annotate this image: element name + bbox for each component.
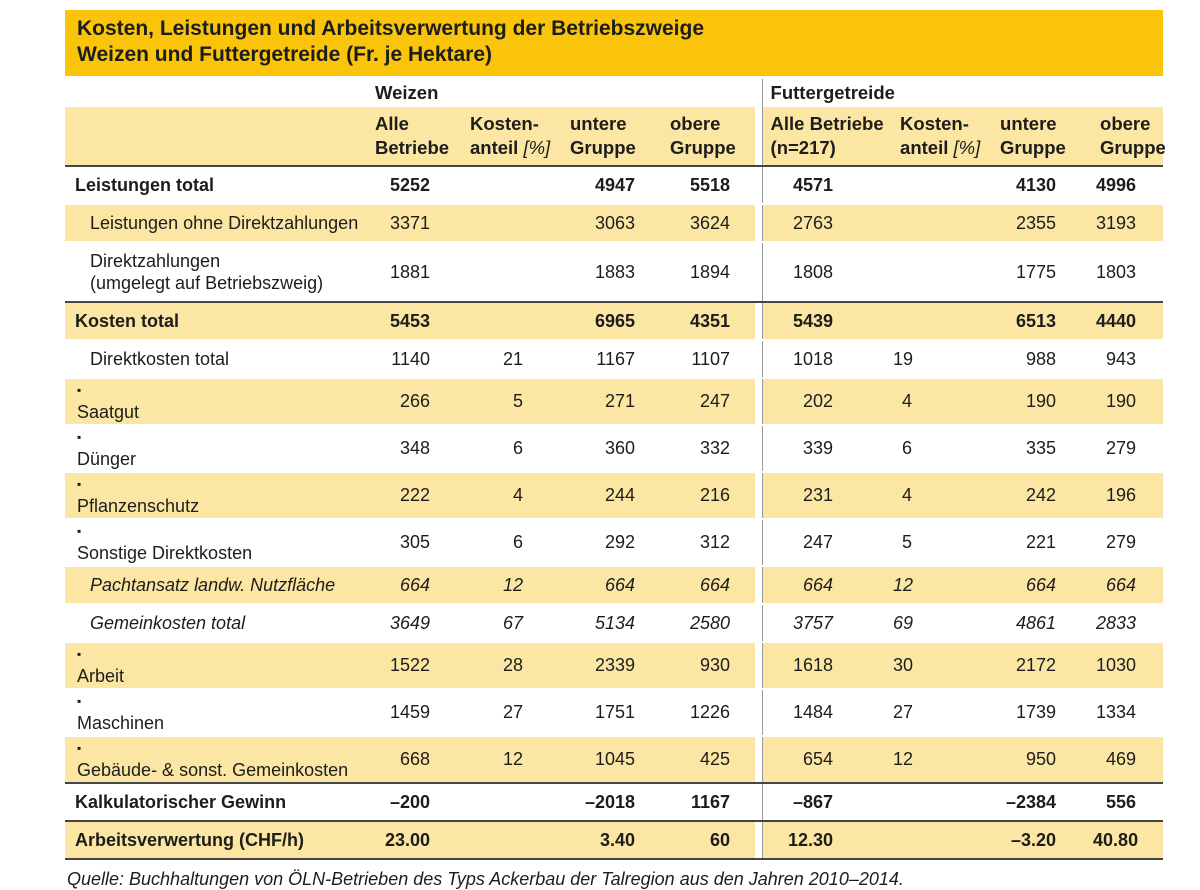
cell-f4: 279	[1092, 425, 1163, 472]
section-gap	[755, 302, 762, 340]
cell-w2: 67	[460, 604, 560, 642]
table-row	[65, 166, 1163, 204]
column-header-w-alle-betriebe: Alle Betriebe	[365, 107, 460, 166]
cell-f2: 19	[892, 340, 992, 378]
group-header-futtergetreide: Futtergetreide	[762, 79, 1163, 107]
cell-f2: 69	[892, 604, 992, 642]
group-header-weizen: Weizen	[365, 79, 755, 107]
cell-f2: 4	[892, 472, 992, 519]
cell-f1: 202	[762, 378, 892, 425]
table-row	[65, 689, 1163, 736]
cell-w3: 271	[560, 378, 660, 425]
section-gap	[755, 79, 762, 107]
cell-f3: 2172	[992, 642, 1092, 689]
cell-w3: 3.40	[560, 821, 660, 859]
cell-w2: 12	[460, 566, 560, 604]
cell-f1: 1808	[762, 242, 892, 302]
cell-f3: 242	[992, 472, 1092, 519]
row-label: ▪ Maschinen	[65, 689, 365, 736]
cell-w1: 266	[365, 378, 460, 425]
cell-f2	[892, 821, 992, 859]
section-gap	[755, 736, 762, 783]
cell-w1: –200	[365, 783, 460, 821]
table-row	[65, 425, 1163, 472]
column-header-w-obere-gruppe: obere Gruppe	[660, 107, 755, 166]
section-gap	[755, 604, 762, 642]
cell-f2: 12	[892, 566, 992, 604]
table-body	[65, 166, 1163, 859]
cell-f1: 654	[762, 736, 892, 783]
cell-w1: 1522	[365, 642, 460, 689]
row-label: ▪ Pflanzenschutz	[65, 472, 365, 519]
table-row	[65, 821, 1163, 859]
cell-w2: 12	[460, 736, 560, 783]
table-row	[65, 242, 1163, 302]
cell-f2	[892, 302, 992, 340]
section-gap	[755, 378, 762, 425]
section-gap	[755, 107, 762, 166]
cell-w4: 216	[660, 472, 755, 519]
cell-f4: 2833	[1092, 604, 1163, 642]
cell-w2	[460, 821, 560, 859]
cell-f2: 12	[892, 736, 992, 783]
cell-w3: 664	[560, 566, 660, 604]
table-row	[65, 519, 1163, 566]
cell-w3: 244	[560, 472, 660, 519]
table-row	[65, 204, 1163, 242]
cell-f1: 3757	[762, 604, 892, 642]
cell-f1: 247	[762, 519, 892, 566]
cell-w1: 5252	[365, 166, 460, 204]
section-gap	[755, 689, 762, 736]
section-gap	[755, 821, 762, 859]
cell-f3: 221	[992, 519, 1092, 566]
table-row	[65, 302, 1163, 340]
cell-f3: –3.20	[992, 821, 1092, 859]
row-label: Leistungen total	[65, 166, 365, 204]
cell-w4: 664	[660, 566, 755, 604]
cell-w4: 4351	[660, 302, 755, 340]
section-gap	[755, 783, 762, 821]
cell-w3: 4947	[560, 166, 660, 204]
row-label: Kosten total	[65, 302, 365, 340]
cell-w3: 1751	[560, 689, 660, 736]
cell-f4: 469	[1092, 736, 1163, 783]
cell-w1: 5453	[365, 302, 460, 340]
cell-w1: 668	[365, 736, 460, 783]
cell-f3: 6513	[992, 302, 1092, 340]
cell-w1: 3371	[365, 204, 460, 242]
group-header-row	[65, 79, 1163, 107]
table-row	[65, 340, 1163, 378]
cell-f3: 988	[992, 340, 1092, 378]
cell-f2: 4	[892, 378, 992, 425]
cell-w4: 332	[660, 425, 755, 472]
table-row	[65, 604, 1163, 642]
row-label: Leistungen ohne Direktzahlungen	[65, 204, 365, 242]
section-gap	[755, 425, 762, 472]
cell-f4: 196	[1092, 472, 1163, 519]
cell-w2: 27	[460, 689, 560, 736]
cell-w3: 5134	[560, 604, 660, 642]
cell-f2	[892, 242, 992, 302]
cell-f2: 6	[892, 425, 992, 472]
cell-w1: 23.00	[365, 821, 460, 859]
cell-f2	[892, 783, 992, 821]
row-label: Kalkulatorischer Gewinn	[65, 783, 365, 821]
cell-f1: 231	[762, 472, 892, 519]
cell-w4: 425	[660, 736, 755, 783]
table-row	[65, 642, 1163, 689]
cell-f4: 943	[1092, 340, 1163, 378]
cell-w3: 292	[560, 519, 660, 566]
cell-f3: –2384	[992, 783, 1092, 821]
cell-w3: 360	[560, 425, 660, 472]
table-row	[65, 378, 1163, 425]
cell-w1: 222	[365, 472, 460, 519]
section-gap	[755, 642, 762, 689]
cell-f1: 339	[762, 425, 892, 472]
cell-f1: 4571	[762, 166, 892, 204]
cell-w3: 1167	[560, 340, 660, 378]
cell-w3: –2018	[560, 783, 660, 821]
cell-w4: 2580	[660, 604, 755, 642]
cell-w4: 312	[660, 519, 755, 566]
cell-f4: 1334	[1092, 689, 1163, 736]
cell-f1: 664	[762, 566, 892, 604]
cell-f2: 5	[892, 519, 992, 566]
cell-w4: 60	[660, 821, 755, 859]
section-gap	[755, 566, 762, 604]
cell-w4: 1167	[660, 783, 755, 821]
column-header-row	[65, 107, 1163, 166]
cell-f3: 1739	[992, 689, 1092, 736]
cell-w2	[460, 204, 560, 242]
cell-f1: 1484	[762, 689, 892, 736]
cell-w2	[460, 166, 560, 204]
column-header-f-kostenanteil: Kosten- anteil [%]	[892, 107, 992, 166]
cell-f1: 2763	[762, 204, 892, 242]
cell-w1: 664	[365, 566, 460, 604]
cell-f3: 950	[992, 736, 1092, 783]
cell-f3: 335	[992, 425, 1092, 472]
section-gap	[755, 519, 762, 566]
cell-f2	[892, 204, 992, 242]
row-label: Arbeitsverwertung (CHF/h)	[65, 821, 365, 859]
table-title-line2: Weizen und Futtergetreide (Fr. je Hektare)	[77, 43, 493, 66]
cell-f4: 4440	[1092, 302, 1163, 340]
cell-w4: 930	[660, 642, 755, 689]
cell-f4: 190	[1092, 378, 1163, 425]
cell-f3: 190	[992, 378, 1092, 425]
table-title-line1: Kosten, Leistungen und Arbeitsverwertung der Betriebszweige	[77, 17, 704, 40]
cell-w3: 6965	[560, 302, 660, 340]
cell-f2	[892, 166, 992, 204]
cell-w4: 1107	[660, 340, 755, 378]
table-row	[65, 783, 1163, 821]
section-gap	[755, 340, 762, 378]
cell-w1: 1459	[365, 689, 460, 736]
cell-f1: 5439	[762, 302, 892, 340]
cell-w2: 4	[460, 472, 560, 519]
cell-f4: 279	[1092, 519, 1163, 566]
row-label: Direktkosten total	[65, 340, 365, 378]
cell-w2	[460, 783, 560, 821]
section-gap	[755, 242, 762, 302]
cell-w2: 21	[460, 340, 560, 378]
cell-w3: 3063	[560, 204, 660, 242]
cell-w1: 348	[365, 425, 460, 472]
cell-f4: 664	[1092, 566, 1163, 604]
cell-f3: 1775	[992, 242, 1092, 302]
cell-w4: 1894	[660, 242, 755, 302]
row-label: ▪ Dünger	[65, 425, 365, 472]
table-figure	[65, 10, 1166, 890]
cell-w1: 1140	[365, 340, 460, 378]
cell-f4: 1803	[1092, 242, 1163, 302]
cell-f3: 664	[992, 566, 1092, 604]
cell-w2: 28	[460, 642, 560, 689]
cell-w2: 6	[460, 425, 560, 472]
cell-f1: 12.30	[762, 821, 892, 859]
cell-w3: 1883	[560, 242, 660, 302]
cell-f4: 4996	[1092, 166, 1163, 204]
cell-f1: –867	[762, 783, 892, 821]
column-header-w-untere-gruppe: untere Gruppe	[560, 107, 660, 166]
cell-f1: 1018	[762, 340, 892, 378]
cell-w1: 1881	[365, 242, 460, 302]
column-header-f-obere-gruppe: obere Gruppe	[1092, 107, 1163, 166]
section-gap	[755, 472, 762, 519]
cell-w4: 3624	[660, 204, 755, 242]
cell-f4: 3193	[1092, 204, 1163, 242]
cell-w4: 1226	[660, 689, 755, 736]
group-header-spacer	[65, 79, 365, 107]
cell-f4: 40.80	[1092, 821, 1163, 859]
cell-f3: 4130	[992, 166, 1092, 204]
cell-w2: 6	[460, 519, 560, 566]
cell-f4: 1030	[1092, 642, 1163, 689]
column-header-f-untere-gruppe: untere Gruppe	[992, 107, 1092, 166]
cell-w2	[460, 302, 560, 340]
row-label: ▪ Saatgut	[65, 378, 365, 425]
table-row	[65, 566, 1163, 604]
cell-w4: 247	[660, 378, 755, 425]
column-header-w-kostenanteil: Kosten- anteil [%]	[460, 107, 560, 166]
row-label: Pachtansatz landw. Nutzfläche	[65, 566, 365, 604]
row-label: Gemeinkosten total	[65, 604, 365, 642]
table-row	[65, 472, 1163, 519]
row-label: Direktzahlungen (umgelegt auf Betriebszweig)	[65, 242, 365, 302]
table-title	[65, 10, 1163, 76]
row-label: ▪ Sonstige Direktkosten	[65, 519, 365, 566]
cell-w4: 5518	[660, 166, 755, 204]
cell-w3: 1045	[560, 736, 660, 783]
cell-f3: 4861	[992, 604, 1092, 642]
column-header-f-alle-betriebe: Alle Betriebe (n=217)	[762, 107, 892, 166]
section-gap	[755, 166, 762, 204]
table-row	[65, 736, 1163, 783]
cell-w2	[460, 242, 560, 302]
cell-f4: 556	[1092, 783, 1163, 821]
cell-w3: 2339	[560, 642, 660, 689]
cell-w1: 305	[365, 519, 460, 566]
cell-f3: 2355	[992, 204, 1092, 242]
cell-f1: 1618	[762, 642, 892, 689]
cell-f2: 30	[892, 642, 992, 689]
row-label: ▪ Arbeit	[65, 642, 365, 689]
section-gap	[755, 204, 762, 242]
data-table	[65, 79, 1166, 860]
cell-w2: 5	[460, 378, 560, 425]
row-label: ▪ Gebäude- & sonst. Gemeinkosten	[65, 736, 365, 783]
column-header-empty	[65, 107, 365, 166]
cell-w1: 3649	[365, 604, 460, 642]
cell-f2: 27	[892, 689, 992, 736]
source-note: Quelle: Buchhaltungen von ÖLN-Betrieben des Typs Ackerbau der Talregion aus den Jahren 2010–2014.	[67, 869, 904, 889]
